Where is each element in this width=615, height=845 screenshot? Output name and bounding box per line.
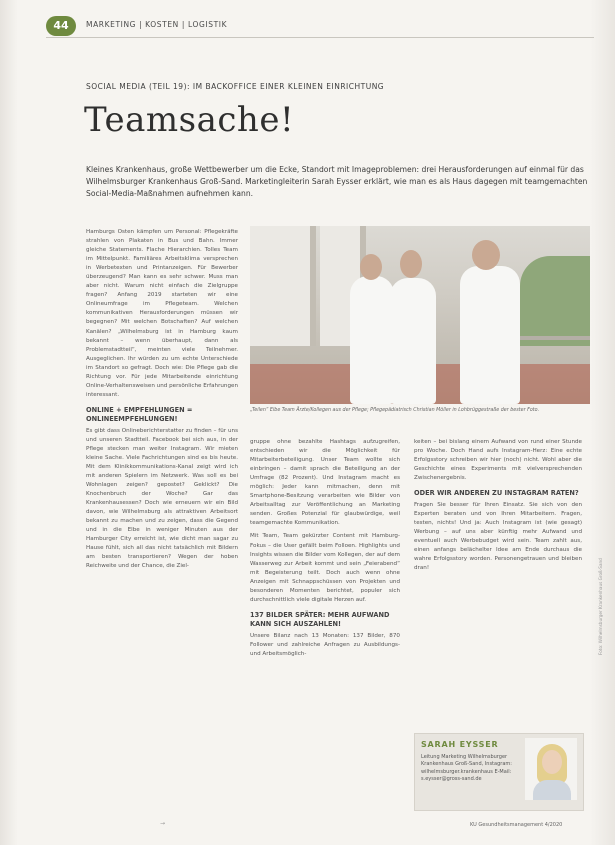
article-kicker: SOCIAL MEDIA (TEIL 19): IM BACKOFFICE EINER KLEINEN EINRICHTUNG <box>86 82 385 91</box>
section-categories: MARKETING | KOSTEN | LOGISTIK <box>86 20 228 29</box>
photo-person-right <box>460 266 520 404</box>
column-1-paragraph-1: Hamburgs Osten kämpfen um Personal: Pflegekräfte strahlen von Plakaten in Bus und Bahn. Immer gleiche Statements. Flache Hierarchien. Tolles Team im Mittelpunkt. Familiäres Arbeitsklima versprechen in Werbetexten und Printanzeigen. Für Bewerber überzeugend? Man kann es sehr schwer. Muss man aber nicht. Warum nicht einfach die Zielgruppe fragen? Anfang 2019 starteten wir eine Onlineumfrage im Pflegeteam. Welchen kommunikativen Herausforderungen müssen wir begegnen? Mit welchen Botschaften? Auf welchen Kanälen? „Wilhelmsburg ist in Hamburg kaum bekannt – wenn überhaupt, dann als Problemstadtteil“, meinten viele Teilnehmer. Ausgeglichen. Ihr würden zu um echte Unterschiede im Standort so gefragt. Doch wie: Die Pflege gab die Richtung vor. Für jede Mitarbeitende einrichtung Online-Verhaltensweisen und persönliche Erfahrungen interessant. <box>86 229 238 398</box>
column-2-paragraph-2: Mit Team, Team gekürzter Content mit Hamburg-Fokus – die User gefällt beim Folloen. Highlights und Insights wissen die Bilder vom Kollegen, der auf dem Wasserweg zur Arbeit kommt und sein „Feierabend“ mit Begeisterung teilt. Doch auch wenn ohne Anzeigen mit Schnappschüssen von Projekten und besonderen Momenten berichtet, populer sich durchschnittlich viele digitale Herzen auf. <box>250 533 400 603</box>
author-bio: Leitung Marketing Wilhelmsburger Krankenhaus Groß-Sand, Instagram: wilhelmsburger.krankenhaus E-Mail: s.eysser@gross-sand.de <box>421 754 512 782</box>
text-column-3 <box>414 438 582 574</box>
text-column-1 <box>86 228 238 571</box>
photo-person-left <box>350 276 394 404</box>
author-name: SARAH EYSSER <box>421 740 499 749</box>
photo-head-right <box>472 240 500 270</box>
photo-window <box>250 226 316 346</box>
photo-tree <box>520 256 590 346</box>
photo-head-center <box>400 250 422 278</box>
continue-arrow-icon: → <box>160 820 166 827</box>
page-number: 44 <box>46 16 76 36</box>
photo-person-center <box>390 278 436 404</box>
author-box <box>414 733 584 811</box>
portrait-body <box>533 780 571 800</box>
photo-credit: Foto: Wilhelmsburger Krankenhaus Groß-Sand <box>598 558 603 655</box>
column-3-paragraph-1: keiten – bei bislang einem Aufwand von rund einer Stunde pro Woche. Doch Hand aufs Instagram-Herz: Eine echte Erfolgsstory schreiben wir hier (noch) nicht. Wohl aber die Geschichte eines Experiments mit vielversprechenden Zwischenergebnis. <box>414 439 582 482</box>
photo-caption: „Teilen“ Elbe Team Ärzte/Kollegen aus der Pflege; Pflegepädiatrisch Christian Möller in Lohbrüggestraße der bester Foto. <box>250 408 540 413</box>
column-3-paragraph-2: Fragen Sie besser für Ihren Einsatz. Sie sich von den Experten beraten und von Ihren Mitarbeitern. Fragen, testen, nichts! Und ja: Auch Instagram ist (wie gesagt) Werbung – auf uns aber künftig mehr Aufwand und eventuell auch Werbebudget wird sein. Team zahlt aus, einen anfangs belächelter Idee am Ende durchaus die wahre Erfolgsstory worden. Personengetrauen und bleiben dran! <box>414 502 582 572</box>
team-photo <box>250 226 590 404</box>
column-2-paragraph-1: gruppe ohne bezahlte Hashtags aufzugreifen, entschieden wir die Möglichkeit für Mitarbeiterbeteiligung. Unser Team wollte sich einbringen – damit sprach die Beteiligung an der Umfrage (82 Prozent). Und Instagram macht es möglich: Jeder kann mitmachen, denn mit Smartphone-Besitzung verarbeiten wie Bilder von Arbeitsalltag zur Veröffentlichung an Marketing senden. Großes Potenzial für glaubwürdige, weil teamgemachte Kommunikation. <box>250 439 400 527</box>
subheading-instagram-raten: ODER WIR ANDEREN ZU INSTAGRAM RATEN? <box>414 489 579 498</box>
portrait-face <box>542 750 562 774</box>
subheading-137-bilder: 137 BILDER SPÄTER: MEHR AUFWAND KANN SICH AUSZAHLEN! <box>250 610 390 628</box>
header-divider <box>46 37 594 38</box>
page-footer: KU Gesundheitsmanagement 4/2020 <box>470 822 563 828</box>
photo-head-left <box>360 254 382 280</box>
subheading-online-empfehlungen: ONLINE + EMPFEHLUNGEN = ONLINEEMPFEHLUNGEN! <box>86 405 193 423</box>
article-lead: Kleines Krankenhaus, große Wettbewerber um die Ecke, Standort mit Imageproblemen: drei Herausforderungen auf einmal für das Wilhelmsburger Krankenhaus Groß-Sand. Marketingleiterin Sarah Eysser erklärt, wie man es als Haus dagegen mit teamgemachten Social-Media-Maßnahmen aufnehmen kann. <box>86 165 588 198</box>
article-headline: Teamsache! <box>84 100 295 140</box>
column-1-paragraph-2: Es gibt dass Onlineberichterstatter zu finden – für uns und unseren Stadtteil. Facebook bei sich aus, in der Pflege stecken man weiter Instagram. Wir mieten kleine Sache. Viele Fachrichtungen sind es bis heute. Mit dem Klinikkommunikations-Kanal zeigt wird ich mit anderen Spielern im Netzwerk. Was soll es bei Wohnlagen zeigen? gepostet? Geklickt? Die Knochenbruch der Woche? Gar das Krankenhausessen? Doch wie erneuern wir ein Bild davon, wie Wilhelmsburg als attraktiven Arbeitsort bekannt zu machen und zu zeigen, dass die Gegend und in die Elbe in weniger Minuten aus der Hamburger City erreicht ist, wie dicht man sagar zu Hause fühlt, sich all das nicht tatsächlich mit Bildern am besten transportieren? Wegen der hoben Reichweite und der Chance, die Ziel- <box>86 427 238 570</box>
column-2-paragraph-3: Unsere Bilanz nach 13 Monaten: 137 Bilder, 870 Follower und zahlreiche Anfragen zu Ausbildungs- und Arbeitsmöglich- <box>250 632 400 657</box>
author-portrait <box>525 738 577 800</box>
text-column-2 <box>250 438 400 659</box>
